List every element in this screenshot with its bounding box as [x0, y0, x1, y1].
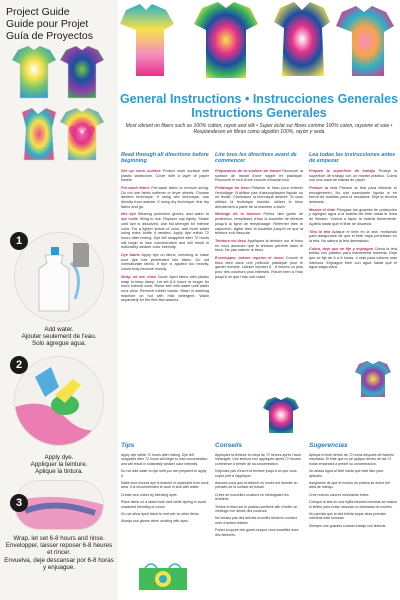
left-sidebar [0, 0, 118, 600]
paragraph: Préparation de la surface de travail Recouvrir la surface de travail d'une nappe en plastique. Recouvrir le tout d'une couche d'essuie-tout. [215, 168, 303, 183]
title-es: Guía de Proyectos [6, 30, 93, 42]
tip: Place fabric on a raised wire rack while dyeing to avoid unwanted blending of colors. [121, 500, 207, 509]
column-heading: Lea todas las instrucciones antes de empezar [309, 152, 396, 165]
tip: Do not allow dyed fabric to rest wet on other items. [121, 512, 200, 517]
paragraph: Pre-wash fabric Pre-wash fabric to remove sizing. Do not use fabric softener or dryer sheets. Choose desired technique. If using wet technique, use directly from washer. If using dry technique, first dry fabric and go. [121, 185, 209, 209]
tip: Make sure excess dye is drained or squeezed from work area. It is recommended to work in sink with water. [121, 481, 209, 490]
tip: Ne laissez pas des articles mouillés teints en contact avec d'autres articles. [215, 516, 297, 525]
tip: N'ajoutez pas d'eau à la teinture jusqu'à ce que vous soyez prêt à l'appliquer. [215, 469, 297, 478]
column-french [215, 152, 303, 283]
title-fr: Guide pour Projet [6, 18, 89, 30]
tips-english [121, 442, 209, 527]
step-1-number: 1 [10, 232, 28, 250]
step-1-caption: Add water. Ajouter seulement de l'eau. Solo agregue agua. [21, 326, 97, 348]
instruction-columns [121, 152, 397, 596]
tips-heading: Sugerencias [309, 442, 348, 449]
header-title-line2: Instructions Generales [191, 106, 327, 120]
tip: No permita que la tela teñida toque otras prendas mientras está húmeda. [309, 512, 386, 521]
column-spanish [309, 152, 397, 273]
step-3-number: 3 [10, 494, 28, 512]
tip: Aplique el tinte dentro de 72 horas después de haberlo mezclado. El tinte que no se aplique dentro de las 72 horas empezará a perder su concentración. [309, 453, 395, 466]
column-heading: Lire tous les directives avant de commencer [215, 152, 297, 165]
paragraph: Teinture du tissu Appliquez la teinture sur le tissu en vous assurant que la teinture pénètre dans le tissu. Ne pas saturer le tissu. [215, 238, 303, 253]
step-3-caption: Wrap, let set 6-8 hours and rinse. Envelopper, laisser reposer 6-8 heures et rincer. Envuelva, deje descansar por 6-8 horas y enjuague. [4, 535, 114, 571]
header-title-line1: General Instructions • Instrucciones Generales [119, 92, 399, 106]
paragraph: Mix dye Wearing protective gloves, add water to dye bottle, filling to line. Replace cap tightly. Shake until dye is dissolved. Use full-strength for intense color. For a lighter shade of color, add more water using extra bottle if needed. Apply dye within 72 hours after mixing. Dye left unapplied after 72 hours will begin to lose concentration and will result in noticeably weaker color intensity. [121, 212, 209, 250]
sample-shirts-top [4, 44, 114, 102]
paragraph: Set up work surface Protect work surface with plastic tablecover. Cover with a layer of paper towels. [121, 168, 209, 183]
title-en: Project Guide [6, 6, 70, 18]
step-2-image [14, 356, 104, 446]
column-shirt-photo [261, 396, 301, 434]
header-subtitle: Most vibrant on fibers such as 100% cotton, rayon and silk • Super éclat sur fibres comme 100% coton, rayonne et soie • Resplandecen en fibras como algodón 100%, rayón y seda [125, 123, 393, 135]
tip: Create new colors by blending dyes. [121, 492, 178, 497]
column-shirt-photo [353, 360, 393, 398]
tip: Asegúrese de que el exceso de pintura se drene del área de trabajo. [309, 481, 390, 490]
step-2-caption: Apply dye. Appliquer la teinture. Aplique la tintura. [30, 454, 88, 476]
sample-shirts-bottom [4, 106, 114, 164]
paragraph: Cubra, deje que se fije y enjuague Cubra la tela teñida con plástico para mantenerla húmeda. Deje que se fije de 6 a 8 horas, o más para colores más intensos. Enjuague bien con agua hasta que el agua salga clara. [309, 246, 397, 270]
step-1-image [14, 232, 104, 322]
tip: Apply dye within 72 hours after mixing. Dye left unapplied after 72 hours will begin to lose concentration and will result in noticeably weaker color intensity. [121, 453, 208, 466]
tips-heading: Tips [121, 442, 135, 449]
tip: Assurez-vous que la teinture en excès est drainée ou pressée de la surface de travail. [215, 481, 298, 490]
column-heading: Read through all directions before beginning [121, 152, 209, 165]
paragraph: Prelave la tela Prelave la tela para eliminar el encogimiento. No use suavizante líquido ni en forma de toallitas para la secadora. Elija la técnica deseada. [309, 185, 397, 205]
tip: Siempre use guantes cuando trabaje con tinturas. [309, 523, 387, 528]
paragraph: Wrap, let set, rinse Cover dyed fabric with plastic wrap to keep damp. Let set 6-8 hours or longer for more intense color. Rinse well with water until water runs clear. Remove rubber bands. Wash in washing machine on hot with mild detergent. Wash separately for the first few washes. [121, 274, 209, 303]
tips-spanish [309, 442, 397, 531]
paragraph: Mezcle el tinte Póngase los guantes de protección y agregue agua a la botella del tinte hasta la línea de llenado. Vuelva a tapar la botella firmemente. Agítela hasta que el tinte se disuelva. [309, 207, 397, 226]
paragraph: Mélange de la teinture Portez des gants de protection, remplissez d'eau la bouteille de teinture jusqu'à la ligne de remplissage. Refermer bien le capuchon. Agiter bien la bouteille jusqu'à ce que la teinture soit dissoute. [215, 212, 303, 236]
paragraph: Dye fabric Apply dye on fabric, checking to make sure dye has penetrated into fabric. Do not oversaturate fabric. If dye is applied too heavily, colors may become muddy. [121, 253, 209, 272]
tote-bag-photo [131, 560, 195, 590]
tip: Portez toujours des gants lorsque vous travaillez avec des teintures. [215, 528, 299, 537]
tips-heading: Conseils [215, 442, 243, 449]
top-shirts-strip [118, 0, 400, 80]
tip: Always use gloves when working with dyes. [121, 519, 189, 524]
tip: Appliquez la teinture en déça de 72 heures après l'avoir mélangée. Une teinture non appliquée après 72 heures commence à perdre de sa concentration. [215, 453, 302, 466]
tip: No añada agua al tinte hasta que esté listo para aplicarlo. [309, 469, 384, 478]
paragraph: Prepare la superficie de trabajo Proteja la superficie de trabajo con un mantel plástico. Cubra con una capa de toallas de papel. [309, 168, 397, 183]
tip: Cree nuevos colores mezclando tintes. [309, 492, 370, 497]
tip: Tendre le tissu sur le plateau surélevé afin d'éviter un mélange non désiré des couleurs. [215, 504, 298, 514]
general-instructions-header [118, 92, 400, 135]
paragraph: Tiña la tela Aplique el tinte en la tela, revisando para asegurarse de que el tinte haya penetrado en la tela. No satura la tela demasiado. [309, 229, 397, 243]
step-2-number: 2 [10, 356, 28, 374]
paragraph: Envelopper, laisser reposer et rincer Couvrir le tissu teint dans une pellicule plastique pour le garder humide. Laisser reposer 6 - 8 heures ou plus pour des couleurs plus intenses. Rincer bien à l'eau jusqu'à ce que l'eau soit claire. [215, 256, 303, 279]
tip: Coloque la tela en una rejilla elevada mientras se realiza el teñido para evitar mezclas no deseadas de colores. [309, 500, 397, 509]
tips-french [215, 442, 303, 540]
column-english [121, 152, 209, 306]
paragraph: Prélavage du tissu Prélaver le tissu pour enlever l'encollage. N'utiliser pas d'assouplissant liquide ou en feuille. Choisissez la technique désirée. Si vous utilisez la technique humide, utiliser le tissu directement à partir de la machine à laver. [215, 185, 303, 209]
tip: Créez de nouvelles couleurs en mélangeant les teintures. [215, 492, 289, 502]
tip: Do not add water to dye until you are prepared to apply it. [121, 469, 207, 478]
project-guide-title [6, 6, 116, 42]
